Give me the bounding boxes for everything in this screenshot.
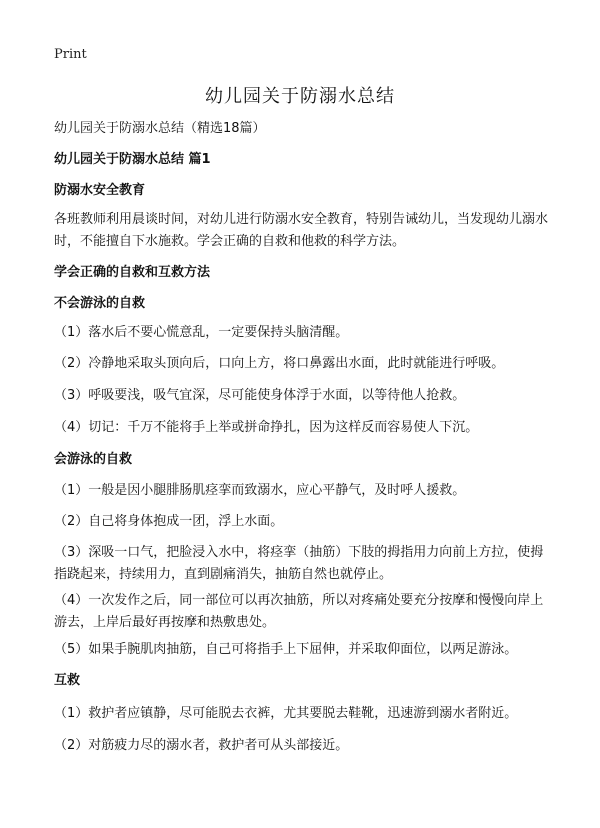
list-item: （3）深吸一口气，把脸浸入水中，将痉挛（抽筋）下肢的拇指用力向前上方拉，使拇指跷起来，持续用力，直到剧痛消失，抽筋自然也就停止。 — [54, 545, 544, 582]
list-item: （1）一般是因小腿腓肠肌痉挛而致溺水，应心平静气，及时呼人援救。 — [54, 483, 466, 498]
subtitle: 幼儿园关于防溺水总结（精选18篇） — [54, 121, 266, 136]
list-item: （3）呼吸要浅，吸气宜深，尽可能使身体浮于水面，以等待他人抢救。 — [54, 388, 466, 403]
section-title: 幼儿园关于防溺水总结 篇1 — [54, 152, 211, 167]
list-item: （2）冷静地采取头顶向后，口向上方，将口鼻露出水面，此时就能进行呼吸。 — [54, 356, 505, 371]
list-item: （1）落水后不要心慌意乱，一定要保持头脑清醒。 — [54, 325, 349, 340]
paragraph-safety-education: 各班教师利用晨谈时间，对幼儿进行防溺水安全教育，特别告诫幼儿，当发现幼儿溺水时，不能擅自下水施救。学会正确的自救和他救的科学方法。 — [54, 212, 549, 249]
heading-swimmer-self-rescue: 会游泳的自救 — [54, 452, 133, 467]
list-item: （2）自己将身体抱成一团，浮上水面。 — [54, 514, 284, 529]
list-item: （5）如果手腕肌肉抽筋，自己可将指手上下屈伸，并采取仰面位，以两足游泳。 — [54, 642, 518, 657]
print-link[interactable]: Print — [54, 47, 87, 62]
list-item: （4）一次发作之后，同一部位可以再次抽筋，所以对疼痛处要充分按摩和慢慢向岸上游去，上岸后最好再按摩和热敷患处。 — [54, 593, 544, 630]
heading-self-and-mutual-rescue: 学会正确的自救和互救方法 — [54, 265, 211, 280]
page-title: 幼儿园关于防溺水总结 — [205, 86, 395, 107]
heading-mutual-rescue: 互救 — [54, 673, 81, 688]
list-item: （2）对筋疲力尽的溺水者，救护者可从头部接近。 — [54, 738, 349, 753]
list-item: （1）救护者应镇静，尽可能脱去衣裤，尤其要脱去鞋靴，迅速游到溺水者附近。 — [54, 706, 518, 721]
heading-safety-education: 防溺水安全教育 — [54, 183, 146, 198]
list-item: （4）切记：千万不能将手上举或拼命挣扎，因为这样反而容易使人下沉。 — [54, 420, 479, 435]
heading-non-swimmer-self-rescue: 不会游泳的自救 — [54, 296, 146, 311]
